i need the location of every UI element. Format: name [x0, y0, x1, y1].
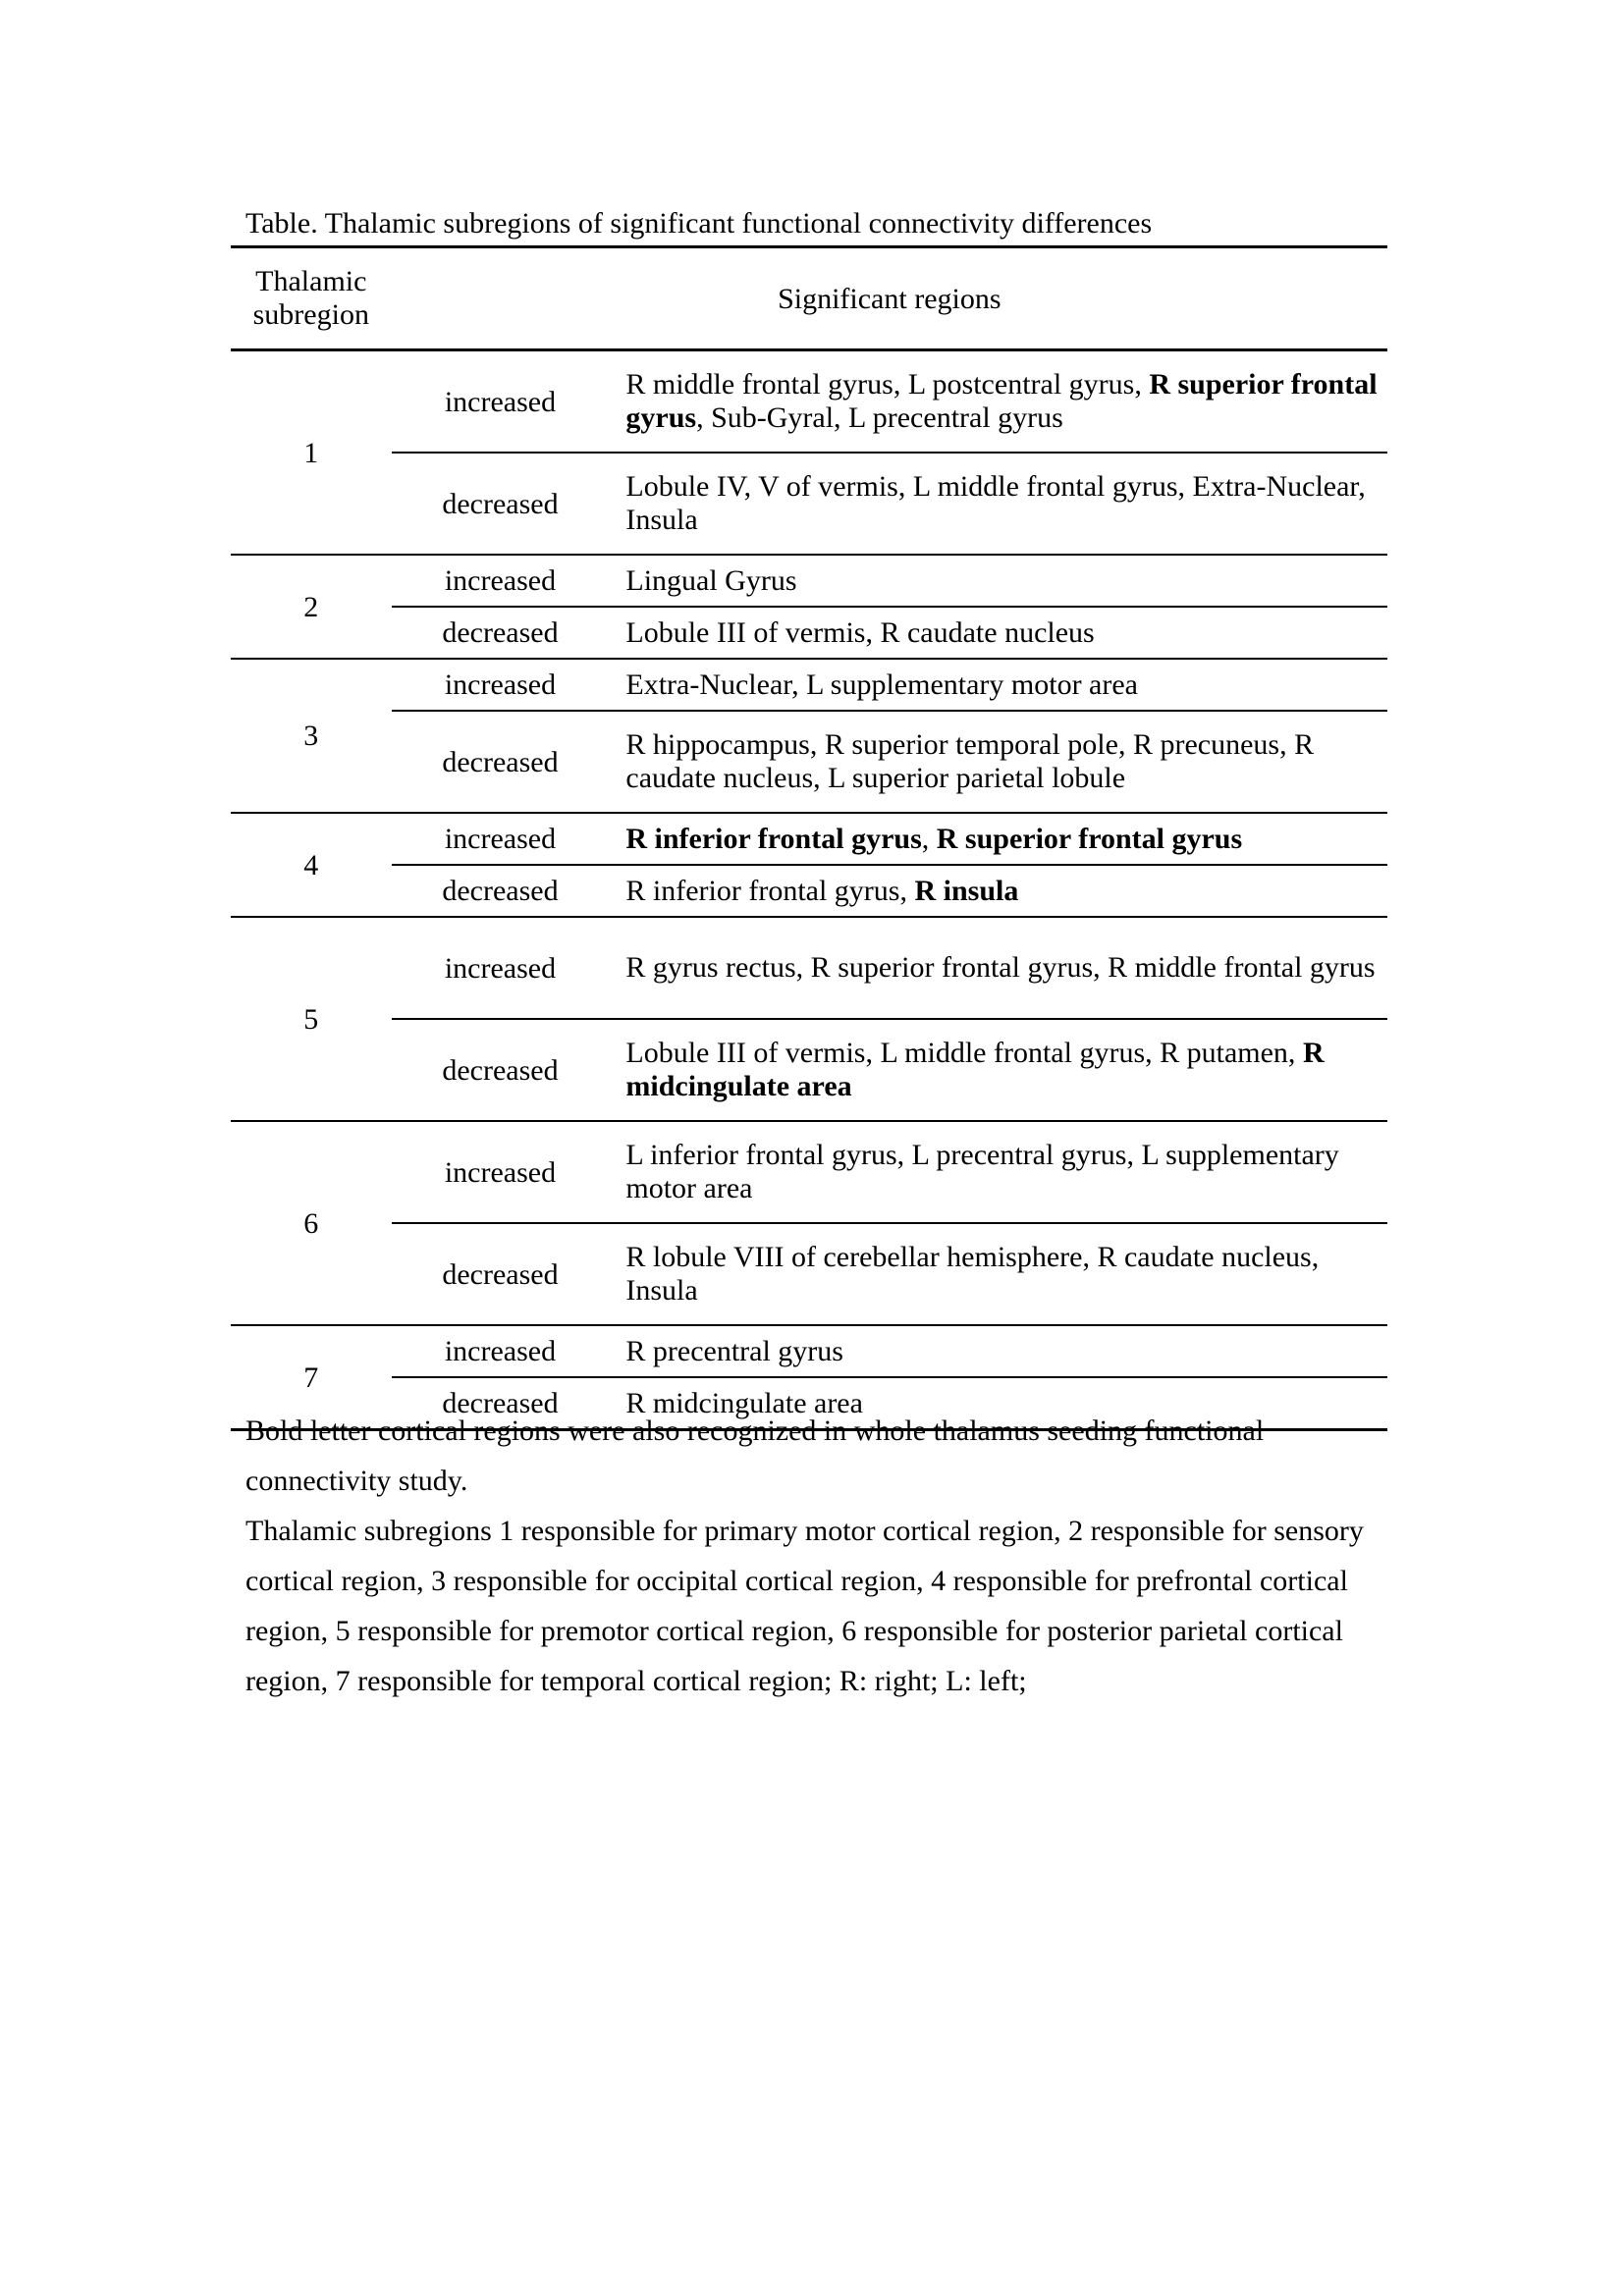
table-row	[231, 1325, 1387, 1377]
table-row	[231, 813, 1387, 865]
direction-label: increased	[392, 917, 610, 1019]
significant-regions-cell	[609, 813, 1387, 865]
table-row	[231, 917, 1387, 1019]
significant-regions-cell	[609, 917, 1387, 1019]
header-thalamic-subregion	[231, 247, 392, 350]
region-text: R midcingulate area	[625, 1387, 863, 1419]
footnote-subregion-legend: Thalamic subregions 1 responsible for primary motor cortical region, 2 responsible for sensory cortical region, 3 responsible for occipital cortical region, 4 responsible for prefrontal cortical region, 5 responsible for premotor cortical region, 6 responsible for posterior parietal cortical region, 7 responsible for temporal cortical region; R: right; L: left;	[245, 1515, 1364, 1697]
significant-regions-cell	[609, 350, 1387, 454]
significant-regions-cell	[609, 865, 1387, 917]
region-list	[625, 368, 1381, 435]
table-body	[231, 350, 1387, 1430]
direction-label: decreased	[392, 711, 610, 813]
region-list	[625, 866, 1381, 916]
direction-label: increased	[392, 1325, 610, 1377]
region-text: R precentral gyrus	[625, 1335, 843, 1367]
region-text-bold: R insula	[914, 875, 1019, 907]
region-list	[625, 660, 1381, 710]
direction-label: increased	[392, 813, 610, 865]
direction-label: decreased	[392, 1223, 610, 1325]
region-text: Lobule IV, V of vermis, L middle frontal gyrus, Extra-Nuclear, Insula	[625, 470, 1366, 536]
significant-regions-cell	[609, 1223, 1387, 1325]
table-row	[231, 659, 1387, 711]
subregion-number: 6	[231, 1121, 392, 1325]
direction-label: decreased	[392, 607, 610, 659]
significant-regions-cell	[609, 607, 1387, 659]
subregion-number: 7	[231, 1325, 392, 1430]
direction-label: increased	[392, 350, 610, 454]
table-row	[231, 350, 1387, 454]
region-list	[625, 608, 1381, 658]
significant-regions-cell	[609, 453, 1387, 555]
region-list	[625, 556, 1381, 606]
significant-regions-cell	[609, 1325, 1387, 1377]
direction-label: decreased	[392, 865, 610, 917]
region-text: Lobule III of vermis, R caudate nucleus	[625, 616, 1095, 649]
significant-regions-cell	[609, 711, 1387, 813]
table-row	[231, 1019, 1387, 1121]
region-text: R hippocampus, R superior temporal pole, R precuneus, R caudate nucleus, L superior parietal lobule	[625, 728, 1315, 794]
region-text: R middle frontal gyrus, L postcentral gyrus,	[625, 368, 1150, 400]
region-text: R lobule VIII of cerebellar hemisphere, R caudate nucleus, Insula	[625, 1241, 1320, 1307]
direction-label: increased	[392, 1121, 610, 1223]
subregion-number: 1	[231, 350, 392, 556]
significant-regions-cell	[609, 1121, 1387, 1223]
results-table	[231, 245, 1387, 1431]
subregion-number: 2	[231, 555, 392, 659]
region-text: ,	[921, 823, 937, 855]
table-row	[231, 711, 1387, 813]
region-list	[625, 1326, 1381, 1376]
region-list	[625, 728, 1381, 795]
direction-label: increased	[392, 659, 610, 711]
subregion-number: 5	[231, 917, 392, 1121]
region-text-bold: R inferior frontal gyrus	[625, 823, 922, 855]
region-text: Lingual Gyrus	[625, 564, 797, 597]
region-text: L inferior frontal gyrus, L precentral gyrus, L supplementary motor area	[625, 1139, 1339, 1204]
region-list	[625, 814, 1381, 864]
direction-label: decreased	[392, 1019, 610, 1121]
direction-label: decreased	[392, 1377, 610, 1430]
header-line-1: Thalamic	[255, 265, 367, 297]
header-significant-regions: Significant regions	[392, 247, 1387, 350]
region-text: Lobule III of vermis, L middle frontal gyrus, R putamen,	[625, 1037, 1303, 1069]
table-row	[231, 607, 1387, 659]
region-text-bold: R midcingulate area	[625, 1037, 1325, 1102]
region-text: R gyrus rectus, R superior frontal gyrus, R middle frontal gyrus	[625, 951, 1376, 984]
direction-label: decreased	[392, 453, 610, 555]
table-footnotes	[245, 1406, 1404, 1706]
region-list	[625, 1037, 1381, 1103]
subregion-number: 4	[231, 813, 392, 917]
table-caption: Table. Thalamic subregions of significant functional connectivity differences	[245, 207, 1153, 240]
footnote-bold-meaning: Bold letter cortical regions were also recognized in whole thalamus seeding functional connectivity study.	[245, 1415, 1265, 1497]
table-header-row	[231, 247, 1387, 350]
region-list	[625, 1139, 1381, 1205]
region-list	[625, 1241, 1381, 1308]
table-row	[231, 453, 1387, 555]
region-text-bold: R superior frontal gyrus	[625, 368, 1378, 434]
significant-regions-cell	[609, 659, 1387, 711]
region-text: Extra-Nuclear, L supplementary motor area	[625, 668, 1138, 701]
significant-regions-cell	[609, 1019, 1387, 1121]
region-list	[625, 470, 1381, 537]
region-list	[625, 951, 1381, 985]
table-row	[231, 1121, 1387, 1223]
region-text: R inferior frontal gyrus,	[625, 875, 915, 907]
region-text-bold: R superior frontal gyrus	[936, 823, 1243, 855]
subregion-number: 3	[231, 659, 392, 813]
table-row	[231, 1223, 1387, 1325]
table-row	[231, 865, 1387, 917]
region-text: , Sub-Gyral, L precentral gyrus	[696, 401, 1063, 434]
table-row	[231, 555, 1387, 607]
header-line-2: subregion	[252, 298, 369, 331]
significant-regions-cell	[609, 555, 1387, 607]
direction-label: increased	[392, 555, 610, 607]
